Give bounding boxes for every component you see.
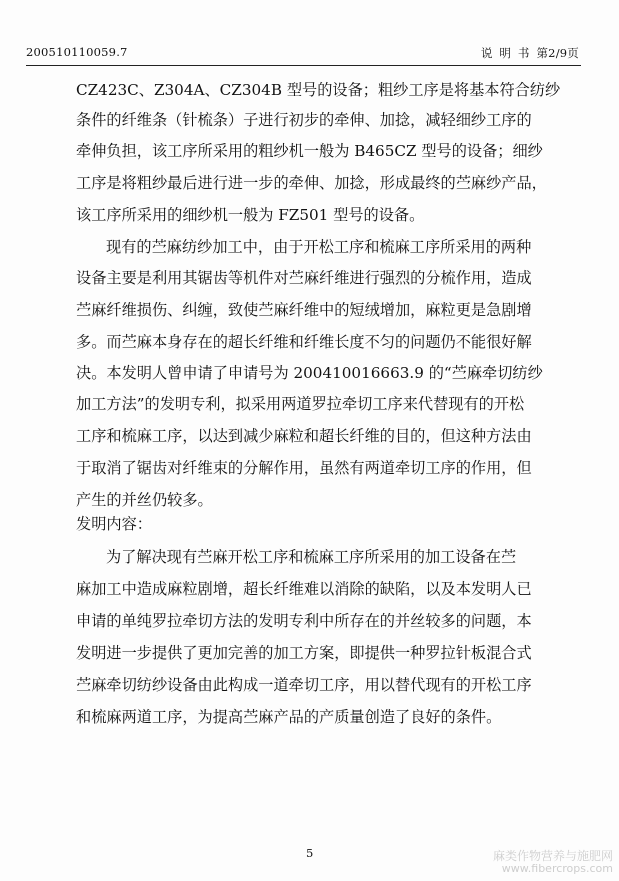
text-line: 发明进一步提供了更加完善的加工方案，即提供一种罗拉针板混合式 [76,644,532,662]
text-line: 麻加工中造成麻粒剧增，超长纤维难以消除的缺陷，以及本发明人已 [76,580,532,598]
text-line: 多。而苎麻本身存在的超长纤维和纤维长度不匀的问题仍不能很好解 [76,333,532,351]
text-line: 工序和梳麻工序，以达到减少麻粒和超长纤维的目的，但这种方法由 [76,427,532,445]
header-rule [26,65,581,66]
page-number: 5 [306,846,314,860]
text-line: 决。本发明人曾申请了申请号为 200410016663.9 的“苎麻牵切纺纱 [76,364,543,382]
header-right [481,45,579,61]
page-count-label: 第2/9页 [536,46,579,60]
text-line: 于取消了锯齿对纤维束的分解作用，虽然有两道牵切工序的作用，但 [76,459,532,477]
text-line: CZ423C、Z304A、CZ304B 型号的设备；粗纱工序是将基本符合纺纱 [76,81,561,99]
text-line: 申请的单纯罗拉牵切方法的发明专利中所存在的并丝较多的问题，本 [76,612,532,630]
text-line: 工序是将粗纱最后进行进一步的牵伸、加捻，形成最终的苎麻纱产品， [76,174,547,192]
paragraph-first-line: 现有的苎麻纺纱加工中，由于开松工序和梳麻工序所采用的两种 [106,238,532,256]
watermark-title: 麻类作物营养与施肥网 [492,849,613,863]
text-line: 产生的并丝仍较多。 [76,491,213,509]
text-line: 加工方法”的发明专利，拟采用两道罗拉牵切工序来代替现有的开松 [76,395,525,413]
text-line: 苎麻牵切纺纱设备由此构成一道牵切工序，用以替代现有的开松工序 [76,676,532,694]
watermark-url: www.fibercrops.com [501,862,613,875]
text-line: 条件的纤维条（针梳条）子进行初步的牵伸、加捻，减轻细纱工序的 [76,111,532,129]
text-line: 牵伸负担，该工序所采用的粗纱机一般为 B465CZ 型号的设备；细纱 [76,142,543,160]
text-line: 苎麻纤维损伤、纠缠，致使苎麻纤维中的短绒增加，麻粒更是急剧增 [76,301,532,319]
text-line: 和梳麻两道工序，为提高苎麻产品的产质量创造了良好的条件。 [76,708,502,726]
section-heading: 发明内容： [76,515,152,533]
paragraph-first-line: 为了解决现有苎麻开松工序和梳麻工序所采用的加工设备在苎 [106,548,517,566]
text-line: 设备主要是利用其锯齿等机件对苎麻纤维进行强烈的分梳作用，造成 [76,269,532,287]
document-type: 说 明 书 [480,46,530,60]
application-number: 200510110059.7 [26,45,128,59]
text-line: 该工序所采用的细纱机一般为 FZ501 型号的设备。 [76,206,425,224]
